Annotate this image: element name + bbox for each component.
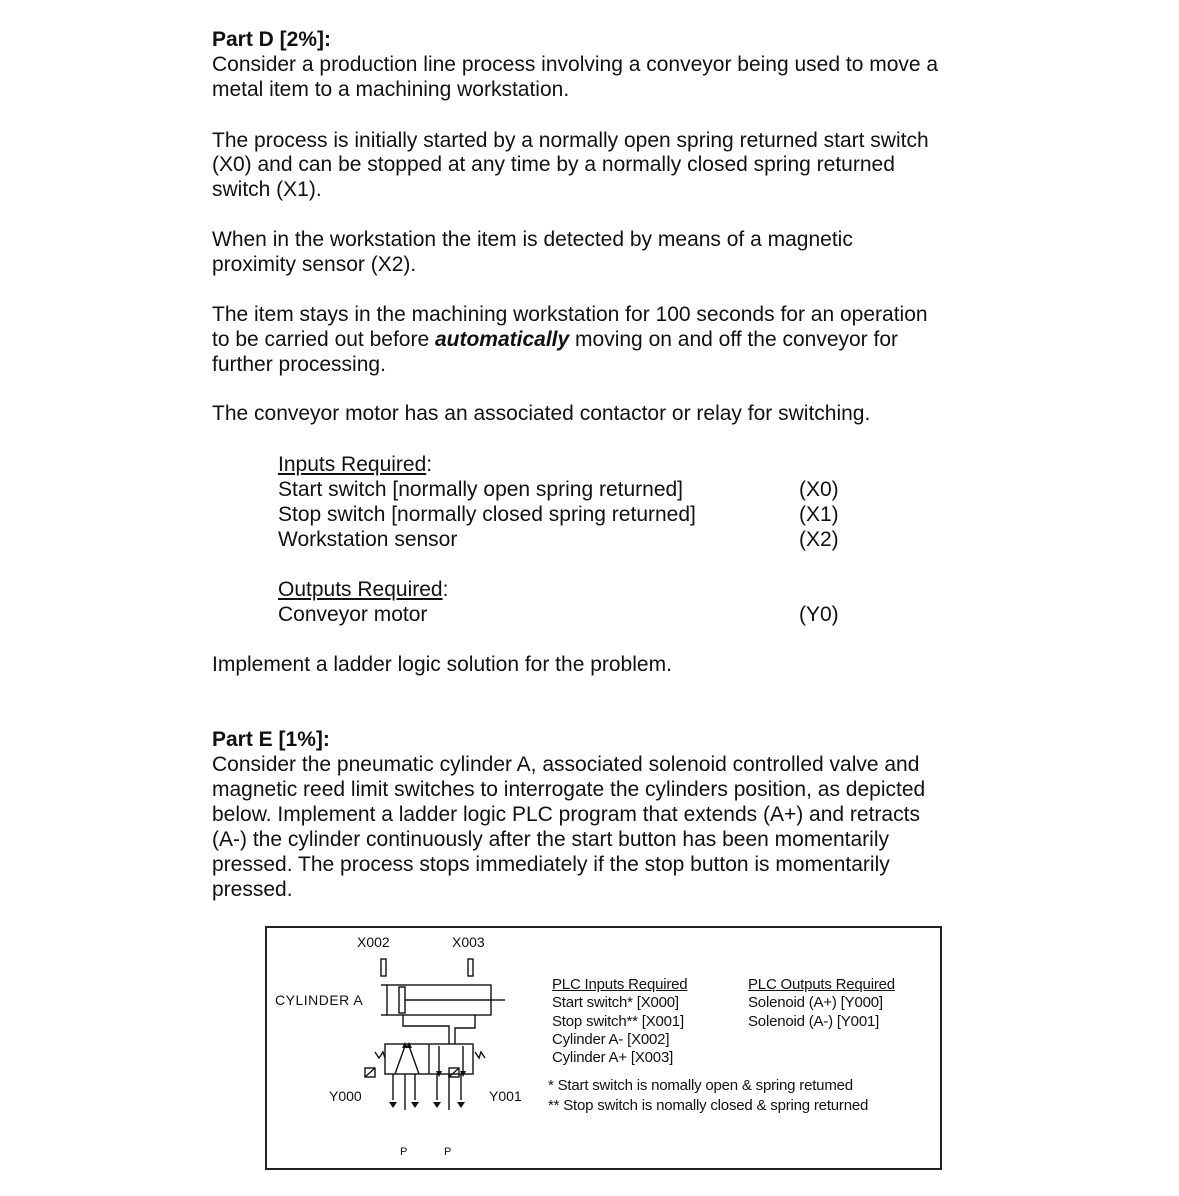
plc-outputs-heading: PLC Outputs Required bbox=[748, 976, 895, 993]
part-e-line-4: (A-) the cylinder continuously after the start button has been momentarily bbox=[212, 828, 890, 851]
pressure-port-right: P bbox=[444, 1146, 452, 1158]
part-e-line-1: Consider the pneumatic cylinder A, associated solenoid controlled valve and bbox=[212, 753, 920, 776]
output-code-y0: (Y0) bbox=[799, 603, 839, 626]
pressure-port-left: P bbox=[400, 1146, 408, 1158]
part-d-p2-line-3: switch (X1). bbox=[212, 178, 322, 201]
solenoid-label-y000: Y000 bbox=[329, 1088, 362, 1104]
plc-input-x000: Start switch* [X000] bbox=[552, 994, 679, 1011]
plc-input-x002: Cylinder A- [X002] bbox=[552, 1031, 670, 1048]
input-label-x2: Workstation sensor bbox=[278, 528, 458, 551]
cylinder-label: CYLINDER A bbox=[275, 992, 364, 1008]
reed-switch-x002-icon bbox=[381, 959, 386, 976]
input-label-x1: Stop switch [normally closed spring returned] bbox=[278, 503, 696, 526]
input-code-x2: (X2) bbox=[799, 528, 839, 551]
part-d-p3-line-1: When in the workstation the item is detected by means of a magnetic bbox=[212, 228, 853, 251]
inputs-heading-text: Inputs Required bbox=[278, 453, 427, 476]
input-code-x0: (X0) bbox=[799, 478, 839, 501]
part-d-p4-line-2 bbox=[212, 327, 898, 352]
output-label-y0: Conveyor motor bbox=[278, 603, 428, 626]
reed-switch-x003-icon bbox=[468, 959, 473, 976]
outputs-heading-colon: : bbox=[442, 578, 449, 601]
pipe-a bbox=[403, 1015, 449, 1044]
sensor-label-x002: X002 bbox=[357, 934, 390, 950]
inputs-heading bbox=[278, 452, 432, 477]
outputs-heading bbox=[278, 577, 448, 602]
part-d-p4-line-3: further processing. bbox=[212, 353, 386, 376]
note-stop-switch: ** Stop switch is nomally closed & spring returned bbox=[548, 1097, 869, 1114]
plc-output-y000: Solenoid (A+) [Y000] bbox=[748, 994, 883, 1011]
input-label-x0: Start switch [normally open spring returned] bbox=[278, 478, 684, 501]
part-e-line-3: below. Implement a ladder logic PLC program that extends (A+) and retracts bbox=[212, 803, 920, 826]
sensor-label-x003: X003 bbox=[452, 934, 485, 950]
solenoid-label-y001: Y001 bbox=[489, 1088, 522, 1104]
note-start-switch: * Start switch is nomally open & spring retumed bbox=[548, 1077, 853, 1094]
part-d-heading: Part D [2%]: bbox=[212, 28, 332, 51]
outputs-heading-text: Outputs Required bbox=[278, 578, 443, 601]
p4-emphasis: automatically bbox=[434, 328, 570, 351]
part-e-heading: Part E [1%]: bbox=[212, 728, 330, 751]
part-d-p5: The conveyor motor has an associated contactor or relay for switching. bbox=[212, 402, 871, 425]
piston-icon bbox=[399, 987, 405, 1013]
plc-output-y001: Solenoid (A-) [Y001] bbox=[748, 1013, 880, 1030]
input-code-x1: (X1) bbox=[799, 503, 839, 526]
plc-inputs-heading: PLC Inputs Required bbox=[552, 976, 688, 993]
p4-line2-after: moving on and off the conveyor for bbox=[569, 328, 899, 351]
part-d-intro-line-1: Consider a production line process involving a conveyor being used to move a bbox=[212, 53, 939, 76]
plc-input-x001: Stop switch** [X001] bbox=[552, 1013, 684, 1030]
part-d-task: Implement a ladder logic solution for the problem. bbox=[212, 653, 672, 676]
part-d-p2-line-2: (X0) and can be stopped at any time by a normally closed spring returned bbox=[212, 153, 895, 176]
part-e-line-2: magnetic reed limit switches to interrogate the cylinders position, as depicted bbox=[212, 778, 926, 801]
part-d-p4-line-1: The item stays in the machining workstation for 100 seconds for an operation bbox=[212, 303, 928, 326]
part-d-p3-line-2: proximity sensor (X2). bbox=[212, 253, 417, 276]
inputs-heading-colon: : bbox=[426, 453, 433, 476]
part-d-p2-line-1: The process is initially started by a normally open spring returned start switch bbox=[212, 129, 929, 152]
part-e-line-6: pressed. bbox=[212, 878, 293, 901]
p4-line2-before: to be carried out before bbox=[212, 328, 435, 351]
plc-input-x003: Cylinder A+ [X003] bbox=[552, 1049, 674, 1066]
part-e-line-5: pressed. The process stops immediately if the stop button is momentarily bbox=[212, 853, 890, 876]
part-d-intro-line-2: metal item to a machining workstation. bbox=[212, 78, 570, 101]
pipe-b bbox=[455, 1015, 475, 1044]
pneumatic-figure bbox=[265, 926, 942, 1170]
